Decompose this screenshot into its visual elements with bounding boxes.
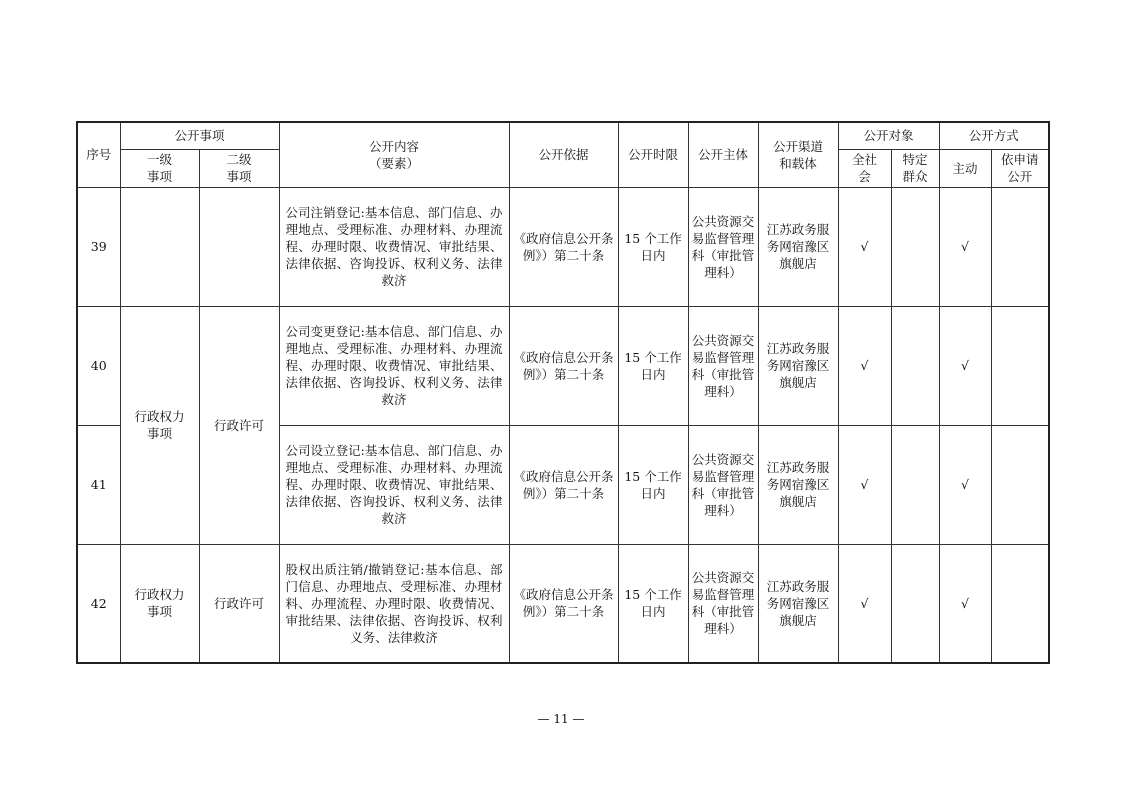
cell-channel: 江苏政务服务网宿豫区旗舰店 [758,425,838,544]
header-seq: 序号 [77,122,120,187]
cell-target-specific-check [891,544,939,663]
cell-method-request-check [991,306,1049,425]
cell-subject: 公共资源交易监督管理科（审批管理科） [688,306,758,425]
cell-channel: 江苏政务服务网宿豫区旗舰店 [758,306,838,425]
cell-level1 [120,187,199,306]
cell-target-specific-check [891,425,939,544]
table-row [77,544,1049,663]
header-level1: 一级 事项 [120,149,199,187]
cell-target-all-check: √ [838,425,891,544]
cell-method-active-check: √ [939,544,991,663]
cell-subject: 公共资源交易监督管理科（审批管理科） [688,187,758,306]
cell-level2: 行政许可 [199,306,279,544]
cell-time-limit: 15 个工作日内 [618,306,688,425]
cell-basis: 《政府信息公开条例》）第二十条 [509,544,618,663]
cell-method-request-check [991,425,1049,544]
cell-seq: 40 [77,306,120,425]
cell-level2 [199,187,279,306]
cell-level1: 行政权力 事项 [120,306,199,544]
cell-seq: 42 [77,544,120,663]
header-target: 公开对象 [838,122,939,149]
cell-time-limit: 15 个工作日内 [618,544,688,663]
table-row [77,306,1049,425]
cell-target-all-check: √ [838,187,891,306]
header-target-all: 全社 会 [838,149,891,187]
cell-method-active-check: √ [939,306,991,425]
cell-seq: 39 [77,187,120,306]
header-content: 公开内容 （要素） [279,122,509,187]
cell-target-all-check: √ [838,306,891,425]
cell-channel: 江苏政务服务网宿豫区旗舰店 [758,187,838,306]
cell-content: 公司设立登记:基本信息、部门信息、办理地点、受理标准、办理材料、办理流程、办理时限、收费情况、审批结果、法律依据、咨询投诉、权利义务、法律救济 [279,425,509,544]
cell-subject: 公共资源交易监督管理科（审批管理科） [688,544,758,663]
header-row-1 [77,122,1049,149]
header-time-limit: 公开时限 [618,122,688,187]
header-method: 公开方式 [939,122,1049,149]
cell-method-active-check: √ [939,187,991,306]
cell-content: 股权出质注销/撤销登记:基本信息、部门信息、办理地点、受理标准、办理材料、办理流程、办理时限、收费情况、审批结果、法律依据、咨询投诉、权利义务、法律救济 [279,544,509,663]
cell-method-request-check [991,187,1049,306]
header-method-request: 依申请 公开 [991,149,1049,187]
cell-level2: 行政许可 [199,544,279,663]
header-level2: 二级 事项 [199,149,279,187]
cell-method-request-check [991,544,1049,663]
header-target-specific: 特定 群众 [891,149,939,187]
cell-basis: 《政府信息公开条例》）第二十条 [509,425,618,544]
disclosure-table [76,121,1050,664]
cell-content: 公司注销登记:基本信息、部门信息、办理地点、受理标准、办理材料、办理流程、办理时限、收费情况、审批结果、法律依据、咨询投诉、权利义务、法律救济 [279,187,509,306]
header-items: 公开事项 [120,122,279,149]
cell-content: 公司变更登记:基本信息、部门信息、办理地点、受理标准、办理材料、办理流程、办理时限、收费情况、审批结果、法律依据、咨询投诉、权利义务、法律救济 [279,306,509,425]
cell-seq: 41 [77,425,120,544]
header-basis: 公开依据 [509,122,618,187]
cell-method-active-check: √ [939,425,991,544]
cell-target-all-check: √ [838,544,891,663]
page-number: — 11 — [537,712,585,726]
cell-subject: 公共资源交易监督管理科（审批管理科） [688,425,758,544]
cell-level1: 行政权力 事项 [120,544,199,663]
cell-time-limit: 15 个工作日内 [618,425,688,544]
cell-basis: 《政府信息公开条例》）第二十条 [509,187,618,306]
table-row [77,187,1049,306]
header-method-active: 主动 [939,149,991,187]
cell-basis: 《政府信息公开条例》）第二十条 [509,306,618,425]
header-subject: 公开主体 [688,122,758,187]
cell-target-specific-check [891,306,939,425]
cell-time-limit: 15 个工作日内 [618,187,688,306]
header-channel: 公开渠道 和载体 [758,122,838,187]
cell-channel: 江苏政务服务网宿豫区旗舰店 [758,544,838,663]
cell-target-specific-check [891,187,939,306]
